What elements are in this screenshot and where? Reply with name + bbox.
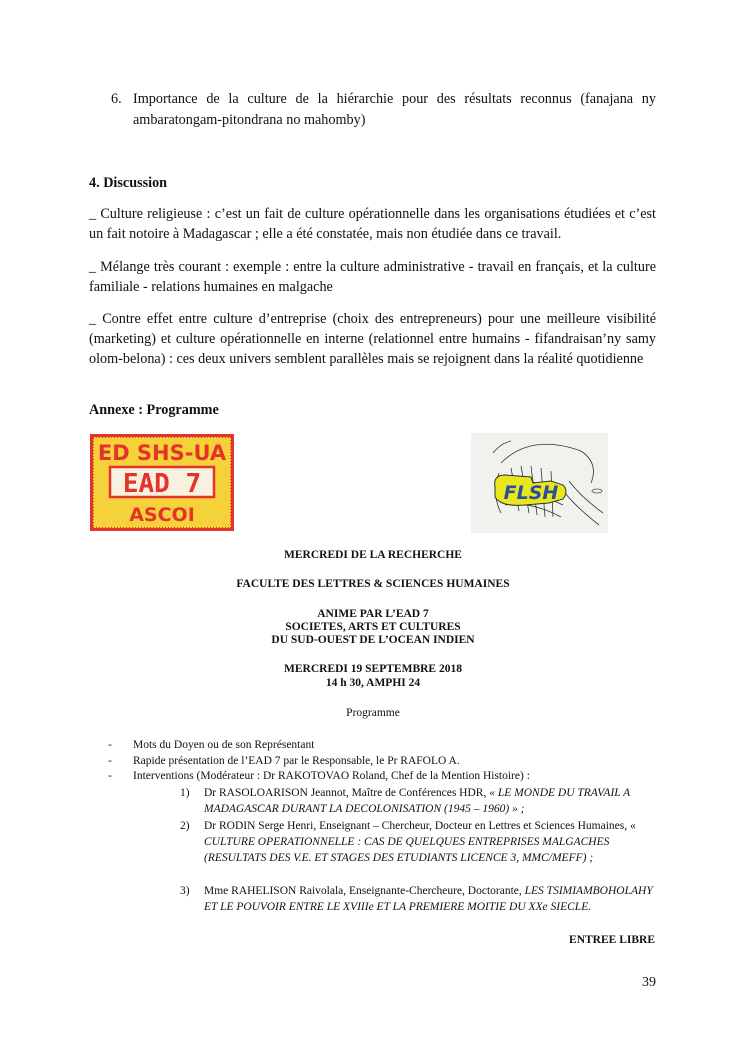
list-number: 6. <box>111 91 122 107</box>
intervention-number: 2) <box>180 820 190 832</box>
annexe-heading: Annexe : Programme <box>89 402 219 418</box>
faculty-name: FACULTE DES LETTRES & SCIENCES HUMAINES <box>236 578 510 590</box>
program-bullet-2 <box>108 754 668 770</box>
list-item-6 <box>111 89 656 131</box>
program-bullet-3 <box>108 769 668 785</box>
intervention-1 <box>180 785 660 817</box>
flsh-logo <box>471 433 608 533</box>
bullet-dash: - <box>108 770 112 782</box>
bullet-text: Rapide présentation de l’EAD 7 par le Responsable, le Pr RAFOLO A. <box>133 754 460 767</box>
program-bullets <box>108 738 668 785</box>
logo-left-line1: ED SHS-UA <box>97 441 227 465</box>
discussion-paragraph-3: _ Contre effet entre culture d’entreprise (choix des entrepreneurs) pour une meilleure visibilité (marketing) et culture opérationnelle en interne (relationnel entre humains - fifandraisan’ny samy olom-belona) : ces deux univers semblent parallèles mais se rejoignent dans la réalité quotidienne <box>89 311 656 367</box>
ead7-logo <box>90 434 234 531</box>
entree-libre: ENTREE LIBRE <box>569 934 655 946</box>
intervention-title: « LE MONDE DU TRAVAIL A MADAGASCAR DURANT LA DECOLONISATION (1945 – 1960) » ; <box>204 787 630 815</box>
intervention-title: CULTURE OPERATIONNELLE : CAS DE QUELQUES ENTREPRISES MALGACHES (RESULTATS DES V.E. ET STAGES DES ETUDIANTS LICENCE 3, MMC/MEFF) ; <box>204 836 610 864</box>
intervention-speaker: Dr RODIN Serge Henri, Enseignant – Chercheur, Docteur en Lettres et Sciences Humaines, « <box>204 820 636 832</box>
intervention-speaker: Mme RAHELISON Raivolala, Enseignante-Chercheure, Doctorante, <box>204 885 525 897</box>
event-title: MERCREDI DE LA RECHERCHE <box>284 549 462 561</box>
logo-right-text: FLSH <box>503 482 559 504</box>
discussion-heading: 4. Discussion <box>89 175 168 191</box>
discussion-paragraph-1: _ Culture religieuse : c’est un fait de culture opérationnelle dans les organisations étudiées et c’est un fait notoire à Madagascar ; elle a été constatée, mais non étudiée dans ce travail. <box>89 206 656 242</box>
event-date: MERCREDI 19 SEPTEMBRE 2018 <box>284 663 462 675</box>
intervention-number: 1) <box>180 787 190 799</box>
logo-left-line2: EAD 7 <box>122 469 202 499</box>
discussion-paragraph-2: _ Mélange très courant : exemple : entre la culture administrative - travail en français, et la culture familiale - relations humaines en malgache <box>89 259 656 295</box>
page-number: 39 <box>642 975 656 990</box>
intervention-title: LES TSIMIAMBOHOLAHY ET LE POUVOIR ENTRE LE XVIIIe ET LA PREMIERE MOITIE DU XXe SIECLE. <box>204 885 653 913</box>
bullet-text: Mots du Doyen ou de son Représentant <box>133 739 315 751</box>
list-text: Importance de la culture de la hiérarchie pour des résultats reconnus (fanajana ny ambaratongam-pitondrana no mahomby) <box>133 91 656 128</box>
intervention-2 <box>180 818 660 866</box>
bullet-text: Interventions (Modérateur : Dr RAKOTOVAO Roland, Chef de la Mention Histoire) : <box>133 770 530 782</box>
anime-line-2: SOCIETES, ARTS ET CULTURES <box>285 621 461 633</box>
bullet-dash: - <box>108 739 112 751</box>
event-time-place: 14 h 30, AMPHI 24 <box>325 677 421 689</box>
intervention-3 <box>180 883 660 915</box>
programme-label: Programme <box>346 707 400 719</box>
intervention-speaker: Dr RASOLOARISON Jeannot, Maître de Conférences HDR, <box>204 787 490 799</box>
anime-line-3: DU SUD-OUEST DE L’OCEAN INDIEN <box>271 634 475 646</box>
logo-left-line3: ASCOI <box>129 504 195 526</box>
bullet-dash: - <box>108 754 112 767</box>
intervention-number: 3) <box>180 885 190 897</box>
program-bullet-1 <box>108 738 668 754</box>
anime-line-1: ANIME PAR L’EAD 7 <box>317 608 429 620</box>
